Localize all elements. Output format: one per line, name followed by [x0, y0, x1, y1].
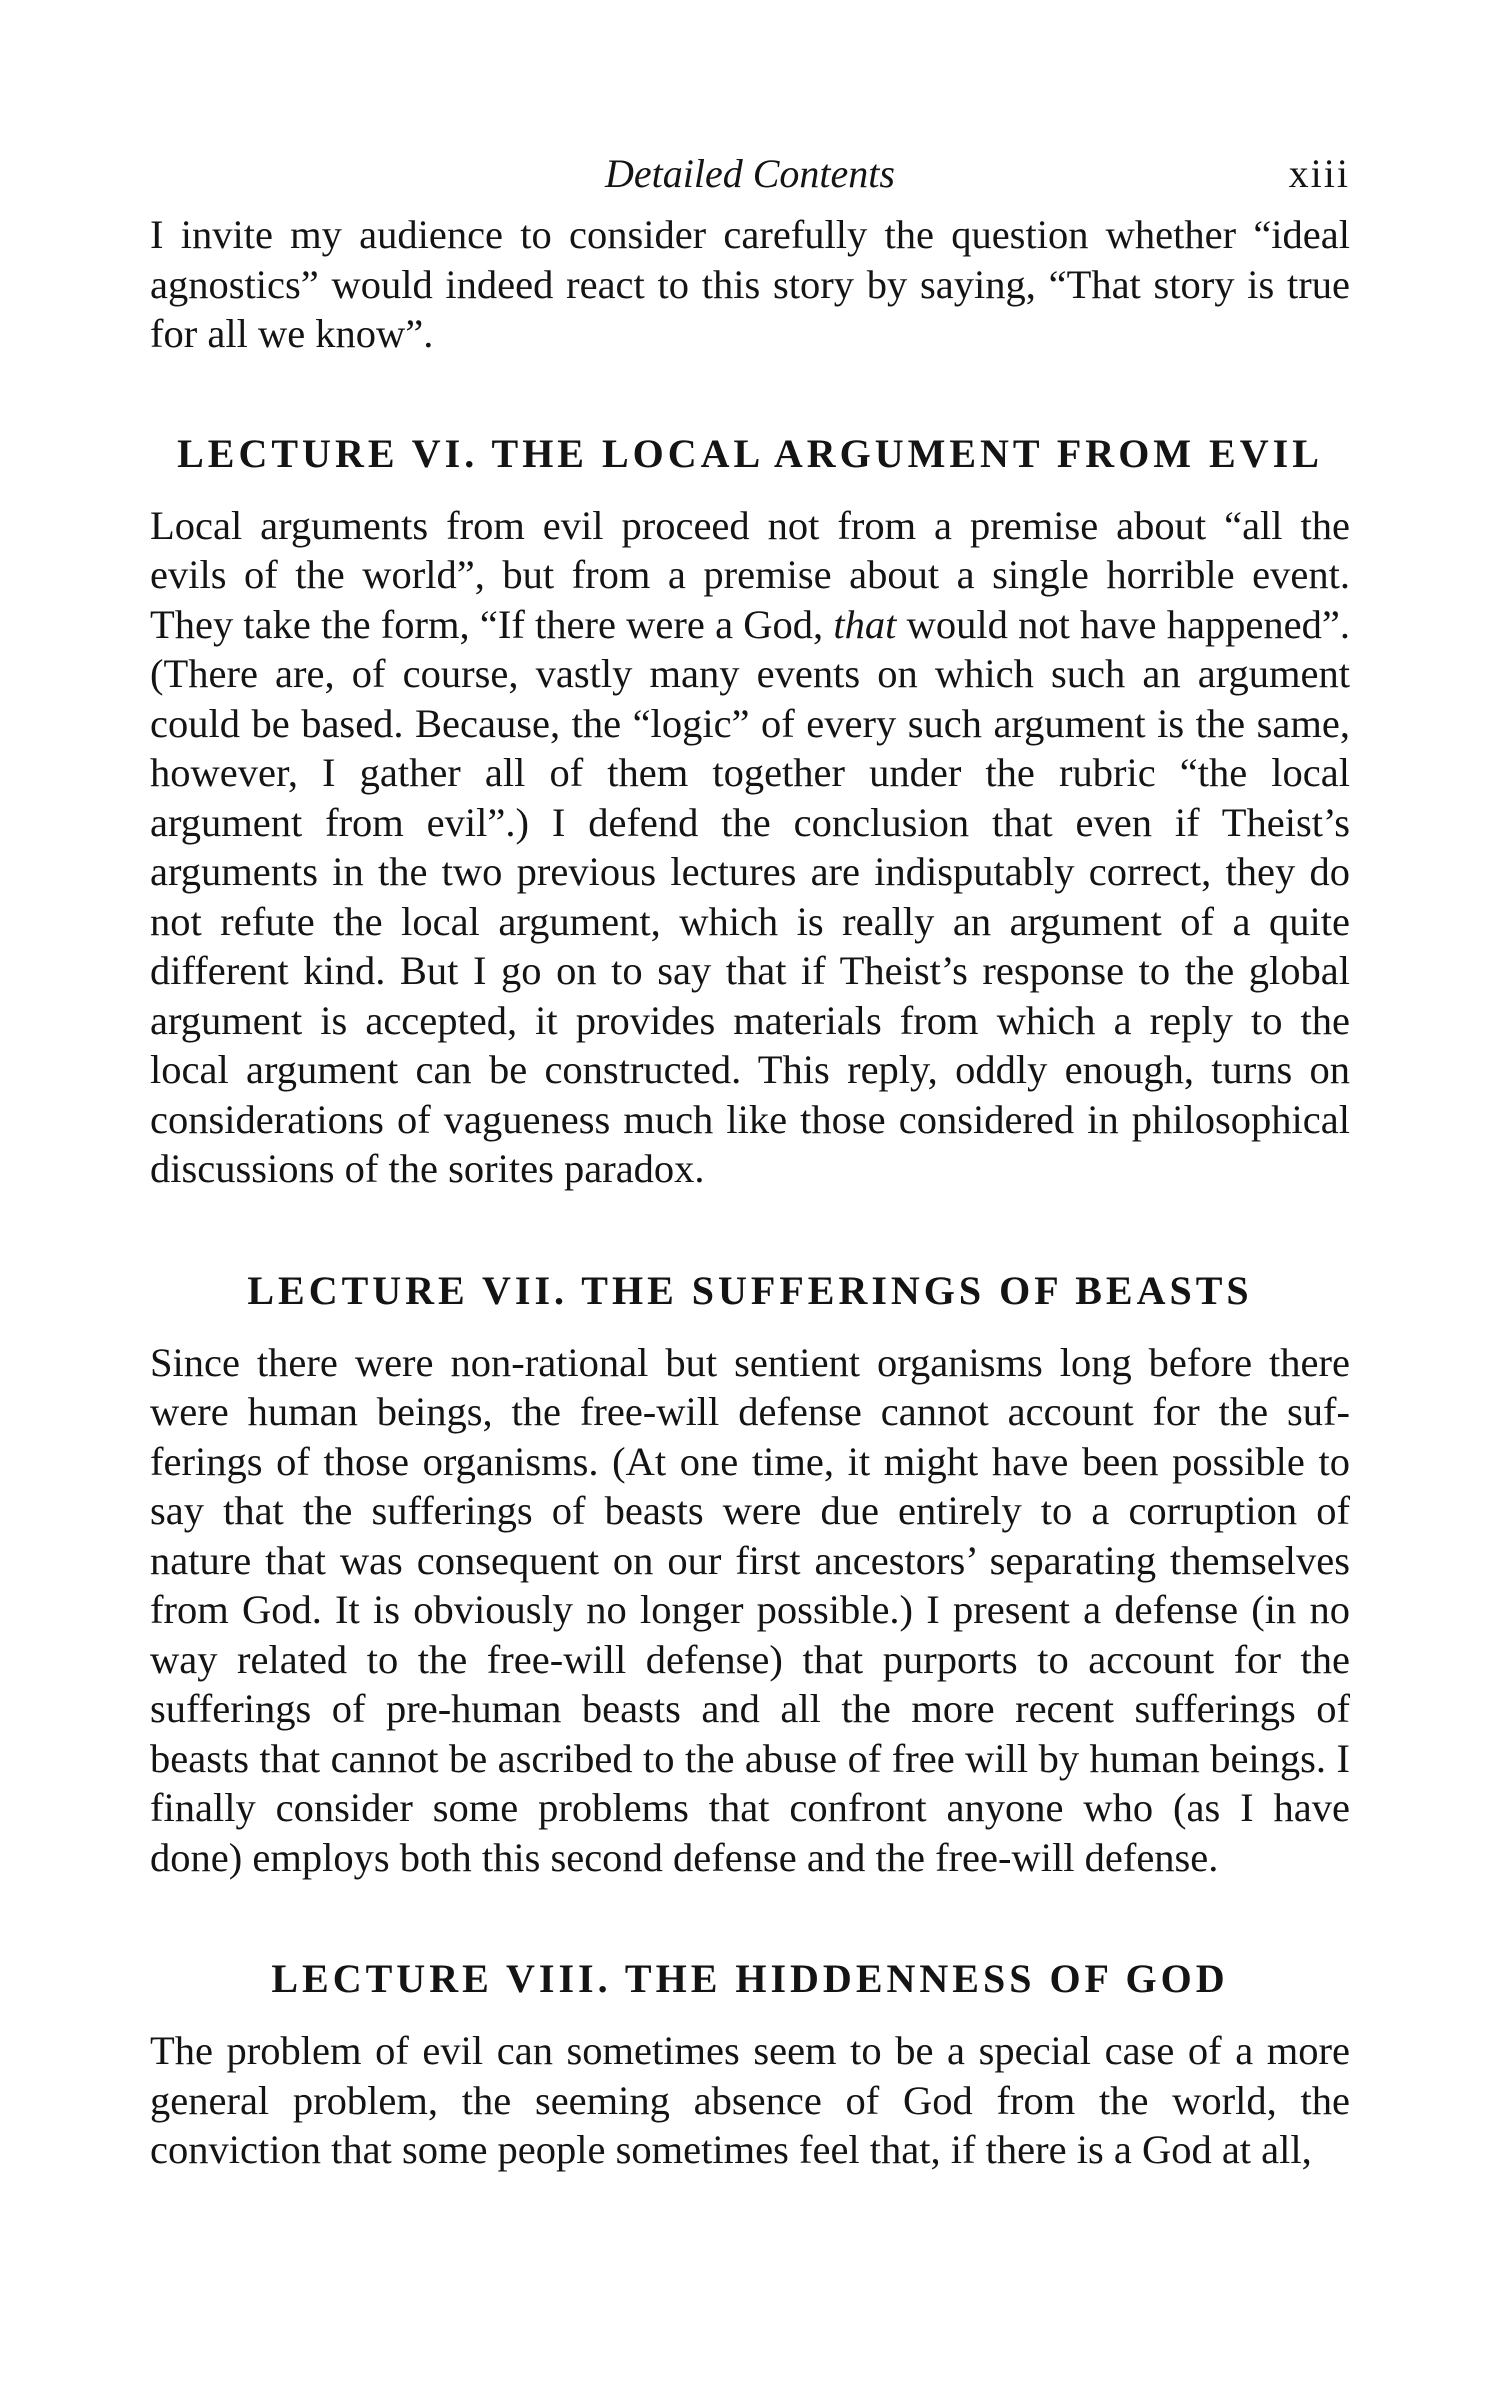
lecture-8-paragraph: The problem of evil can sometimes seem to be a special case of a more general problem, the seeming absence of God from the world, the conviction that some people sometimes feel that, if there is a God at all, — [150, 2028, 1350, 2172]
lecture-7-heading: LECTURE VII. THE SUFFERINGS OF BEASTS — [247, 1267, 1253, 1313]
running-head-title: Detailed Contents — [605, 151, 895, 196]
lecture-6-heading: LECTURE VI. THE LOCAL ARGUMENT FROM EVIL — [177, 430, 1323, 476]
lecture-6-text-part-2: would not have happened”. (There are, of course, vastly many events on which such an argument could be based. Because, the “logic” of every such argument is the same, however, I gather all of them together under the rubric “the local argument from evil”.) I defend the conclusion that even if Theist’s arguments in the two previous lectures are indisputably correct, they do not refute the local argument, which is really an argument of a quite different kind. But I go on to say that if Theist’s response to the global argument is accepted, it provides materials from which a reply to the local argument can be constructed. This reply, oddly enough, turns on considerations of vagueness much like those considered in philosophical discussions of the sorites paradox. — [150, 601, 1350, 1191]
lecture-8-heading: LECTURE VIII. THE HIDDENNESS OF GOD — [271, 1956, 1229, 2001]
running-head — [150, 140, 1350, 210]
lecture-7-paragraph: Since there were non-rational but sentient organisms long before there were human beings, the free-will defense cannot account for the sufferings of those organisms. (At one time, it might have been possible to say that the sufferings of beasts were due entirely to a corruption of nature that was consequent on our first ancestors’ separating themselves from God. It is obviously no longer possible.) I present a defense (in no way related to the free-will defense) that purports to account for the sufferings of pre-human beasts and all the more recent sufferings of beasts that cannot be ascribed to the abuse of free will by human beings. I finally consider some problems that confront anyone who (as I have done) employs both this second defense and the free-will defense. — [150, 1339, 1350, 1880]
lecture-6-text-part-1: Local arguments from evil proceed not from a premise about “all the evils of the world”, but from a premise about a single horrible event. They take the form, “If there were a God, — [150, 502, 1350, 647]
lecture-6-emphasis: that — [833, 601, 897, 647]
page-number: xiii — [1288, 151, 1350, 196]
book-page — [150, 140, 1350, 2175]
lecture-6-paragraph — [150, 501, 1350, 1194]
intro-paragraph: I invite my audience to consider carefully the question whether “ideal agnostics” would indeed react to this story by saying, “That story is true for all we know”. — [150, 212, 1350, 356]
